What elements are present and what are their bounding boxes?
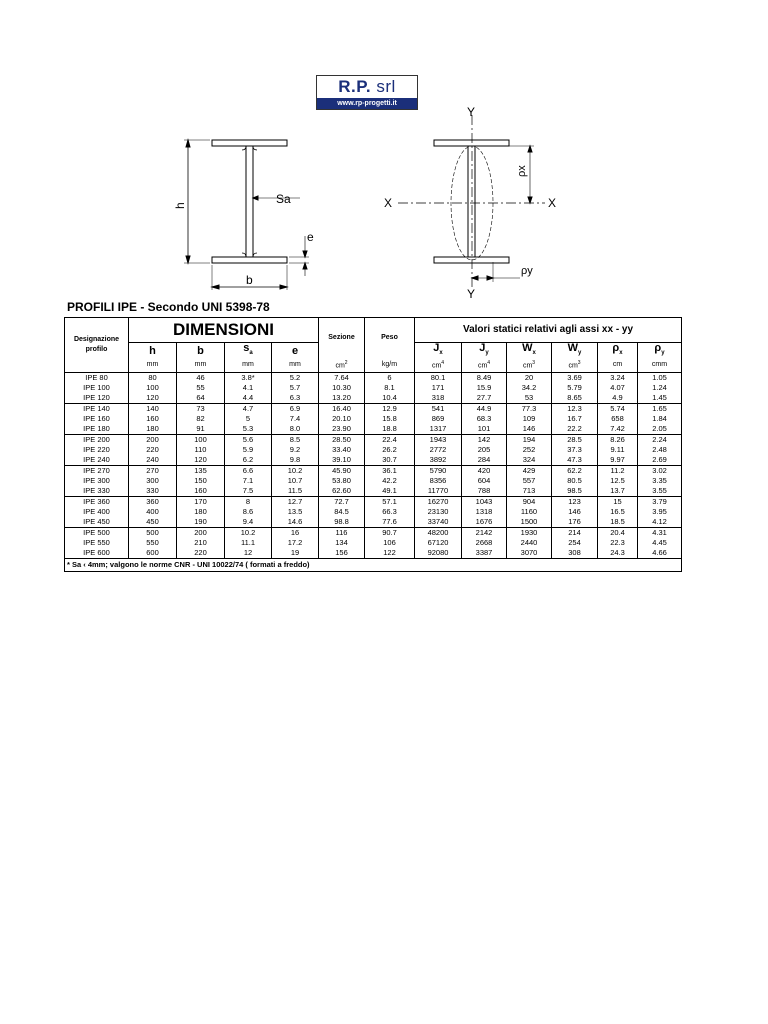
value-cell: 6 <box>365 372 415 383</box>
value-cell: 22.2 <box>552 424 598 435</box>
label-sa: Sa <box>276 192 291 206</box>
value-cell: 8.0 <box>272 424 319 435</box>
profile-name-cell: IPE 400 <box>65 507 129 517</box>
value-cell: 82 <box>177 414 225 424</box>
header-sa: $s_a$ <box>225 343 272 359</box>
value-cell: 90.7 <box>365 527 415 538</box>
profile-name-cell: IPE 160 <box>65 414 129 424</box>
header-wy: $W_y$ <box>552 343 598 359</box>
value-cell: 11.1 <box>225 538 272 548</box>
value-cell: 80.1 <box>415 372 462 383</box>
value-cell: 3.8* <box>225 372 272 383</box>
value-cell: 541 <box>415 403 462 414</box>
value-cell: 12.3 <box>552 403 598 414</box>
value-cell: 180 <box>129 424 177 435</box>
value-cell: 13.20 <box>319 393 365 404</box>
value-cell: 8.1 <box>365 383 415 393</box>
value-cell: 8.26 <box>598 434 638 445</box>
header-b: b <box>177 343 225 359</box>
value-cell: 171 <box>415 383 462 393</box>
ipe-profile-dimensions-drawing <box>184 140 309 290</box>
value-cell: 3.55 <box>638 486 682 497</box>
value-cell: 18.5 <box>598 517 638 528</box>
value-cell: 27.7 <box>462 393 507 404</box>
value-cell: 1.84 <box>638 414 682 424</box>
table-row <box>65 372 682 383</box>
value-cell: 2.48 <box>638 445 682 455</box>
value-cell: 3.24 <box>598 372 638 383</box>
value-cell: 160 <box>177 486 225 497</box>
value-cell: 77.3 <box>507 403 552 414</box>
value-cell: 122 <box>365 548 415 559</box>
value-cell: 3892 <box>415 455 462 466</box>
value-cell: 270 <box>129 465 177 476</box>
value-cell: 1318 <box>462 507 507 517</box>
value-cell: 23.90 <box>319 424 365 435</box>
value-cell: 1317 <box>415 424 462 435</box>
table-row <box>65 414 682 424</box>
value-cell: 9.97 <box>598 455 638 466</box>
value-cell: 194 <box>507 434 552 445</box>
value-cell: 2142 <box>462 527 507 538</box>
value-cell: 10.2 <box>272 465 319 476</box>
value-cell: 67120 <box>415 538 462 548</box>
value-cell: 450 <box>129 517 177 528</box>
value-cell: 98.8 <box>319 517 365 528</box>
table-row <box>65 507 682 517</box>
value-cell: 400 <box>129 507 177 517</box>
value-cell: 300 <box>129 476 177 486</box>
header-rho-x: $\rho_x$ <box>598 343 638 359</box>
value-cell: 80.5 <box>552 476 598 486</box>
value-cell: 904 <box>507 496 552 507</box>
unit-rho-x: cm <box>598 358 638 372</box>
value-cell: 135 <box>177 465 225 476</box>
value-cell: 9.8 <box>272 455 319 466</box>
table-row <box>65 465 682 476</box>
header-sezione: Sezione <box>319 318 365 359</box>
profile-name-cell: IPE 120 <box>65 393 129 404</box>
value-cell: 16.7 <box>552 414 598 424</box>
value-cell: 604 <box>462 476 507 486</box>
value-cell: 16.40 <box>319 403 365 414</box>
value-cell: 15.9 <box>462 383 507 393</box>
value-cell: 1930 <box>507 527 552 538</box>
value-cell: 869 <box>415 414 462 424</box>
unit-rho-y: cmm <box>638 358 682 372</box>
value-cell: 16270 <box>415 496 462 507</box>
value-cell: 429 <box>507 465 552 476</box>
value-cell: 66.3 <box>365 507 415 517</box>
value-cell: 10.30 <box>319 383 365 393</box>
value-cell: 142 <box>462 434 507 445</box>
value-cell: 23130 <box>415 507 462 517</box>
value-cell: 123 <box>552 496 598 507</box>
value-cell: 8 <box>225 496 272 507</box>
value-cell: 72.7 <box>319 496 365 507</box>
value-cell: 8.5 <box>272 434 319 445</box>
value-cell: 10.7 <box>272 476 319 486</box>
value-cell: 205 <box>462 445 507 455</box>
value-cell: 100 <box>129 383 177 393</box>
value-cell: 2.69 <box>638 455 682 466</box>
value-cell: 6.3 <box>272 393 319 404</box>
table-row <box>65 527 682 538</box>
value-cell: 53.80 <box>319 476 365 486</box>
value-cell: 3070 <box>507 548 552 559</box>
value-cell: 62.2 <box>552 465 598 476</box>
unit-wy: $cm^3$ <box>552 358 598 372</box>
value-cell: 5.2 <box>272 372 319 383</box>
value-cell: 10.4 <box>365 393 415 404</box>
unit-jx: $cm^4$ <box>415 358 462 372</box>
value-cell: 5.3 <box>225 424 272 435</box>
value-cell: 17.2 <box>272 538 319 548</box>
value-cell: 713 <box>507 486 552 497</box>
value-cell: 2.24 <box>638 434 682 445</box>
unit-jy: $cm^4$ <box>462 358 507 372</box>
value-cell: 6.6 <box>225 465 272 476</box>
value-cell: 22.3 <box>598 538 638 548</box>
value-cell: 9.2 <box>272 445 319 455</box>
value-cell: 146 <box>552 507 598 517</box>
value-cell: 45.90 <box>319 465 365 476</box>
value-cell: 8.65 <box>552 393 598 404</box>
value-cell: 109 <box>507 414 552 424</box>
header-rho-y: $\rho_y$ <box>638 343 682 359</box>
value-cell: 7.5 <box>225 486 272 497</box>
value-cell: 20.4 <box>598 527 638 538</box>
value-cell: 80 <box>129 372 177 383</box>
label-x-right: X <box>548 196 557 210</box>
value-cell: 324 <box>507 455 552 466</box>
value-cell: 420 <box>462 465 507 476</box>
value-cell: 7.4 <box>272 414 319 424</box>
logo-brand: R.P. srl <box>338 77 396 96</box>
value-cell: 788 <box>462 486 507 497</box>
value-cell: 11770 <box>415 486 462 497</box>
value-cell: 176 <box>552 517 598 528</box>
value-cell: 26.2 <box>365 445 415 455</box>
value-cell: 1.24 <box>638 383 682 393</box>
value-cell: 73 <box>177 403 225 414</box>
value-cell: 308 <box>552 548 598 559</box>
value-cell: 7.1 <box>225 476 272 486</box>
value-cell: 4.1 <box>225 383 272 393</box>
table-row <box>65 383 682 393</box>
value-cell: 1.65 <box>638 403 682 414</box>
value-cell: 84.5 <box>319 507 365 517</box>
value-cell: 14.6 <box>272 517 319 528</box>
value-cell: 330 <box>129 486 177 497</box>
header-jx: $J_x$ <box>415 343 462 359</box>
header-h: h <box>129 343 177 359</box>
profile-name-cell: IPE 180 <box>65 424 129 435</box>
value-cell: 48200 <box>415 527 462 538</box>
value-cell: 28.50 <box>319 434 365 445</box>
value-cell: 20 <box>507 372 552 383</box>
value-cell: 34.2 <box>507 383 552 393</box>
value-cell: 1676 <box>462 517 507 528</box>
header-wx: $W_x$ <box>507 343 552 359</box>
profile-name-cell: IPE 600 <box>65 548 129 559</box>
value-cell: 214 <box>552 527 598 538</box>
value-cell: 500 <box>129 527 177 538</box>
value-cell: 42.2 <box>365 476 415 486</box>
table-row <box>65 476 682 486</box>
table-row <box>65 486 682 497</box>
value-cell: 100 <box>177 434 225 445</box>
profile-name-cell: IPE 80 <box>65 372 129 383</box>
value-cell: 4.9 <box>598 393 638 404</box>
value-cell: 8.49 <box>462 372 507 383</box>
unit-peso: kg/m <box>365 358 415 372</box>
table-row <box>65 403 682 414</box>
value-cell: 220 <box>177 548 225 559</box>
value-cell: 2772 <box>415 445 462 455</box>
value-cell: 3387 <box>462 548 507 559</box>
value-cell: 106 <box>365 538 415 548</box>
value-cell: 160 <box>129 414 177 424</box>
value-cell: 6.2 <box>225 455 272 466</box>
value-cell: 170 <box>177 496 225 507</box>
value-cell: 33740 <box>415 517 462 528</box>
value-cell: 10.2 <box>225 527 272 538</box>
value-cell: 16 <box>272 527 319 538</box>
value-cell: 4.31 <box>638 527 682 538</box>
value-cell: 12 <box>225 548 272 559</box>
profile-name-cell: IPE 100 <box>65 383 129 393</box>
value-cell: 36.1 <box>365 465 415 476</box>
value-cell: 220 <box>129 445 177 455</box>
value-cell: 11.2 <box>598 465 638 476</box>
value-cell: 16.5 <box>598 507 638 517</box>
profile-name-cell: IPE 270 <box>65 465 129 476</box>
value-cell: 1500 <box>507 517 552 528</box>
logo-url: www.rp-progetti.it <box>317 98 417 109</box>
value-cell: 11.5 <box>272 486 319 497</box>
value-cell: 77.6 <box>365 517 415 528</box>
value-cell: 318 <box>415 393 462 404</box>
value-cell: 101 <box>462 424 507 435</box>
value-cell: 4.66 <box>638 548 682 559</box>
value-cell: 200 <box>129 434 177 445</box>
value-cell: 284 <box>462 455 507 466</box>
value-cell: 134 <box>319 538 365 548</box>
value-cell: 22.4 <box>365 434 415 445</box>
value-cell: 8.6 <box>225 507 272 517</box>
value-cell: 68.3 <box>462 414 507 424</box>
ipe-profile-axes-drawing <box>398 115 545 290</box>
header-dimensioni: DIMENSIONI <box>129 318 319 343</box>
value-cell: 9.11 <box>598 445 638 455</box>
profile-name-cell: IPE 450 <box>65 517 129 528</box>
value-cell: 1.45 <box>638 393 682 404</box>
unit-sa: mm <box>225 358 272 372</box>
table-row <box>65 393 682 404</box>
value-cell: 600 <box>129 548 177 559</box>
label-b: b <box>246 273 253 287</box>
value-cell: 44.9 <box>462 403 507 414</box>
ipe-profiles-table <box>64 317 682 572</box>
value-cell: 240 <box>129 455 177 466</box>
label-rho-y: ρy <box>521 265 533 277</box>
value-cell: 180 <box>177 507 225 517</box>
profile-name-cell: IPE 300 <box>65 476 129 486</box>
value-cell: 13.5 <box>272 507 319 517</box>
value-cell: 46 <box>177 372 225 383</box>
value-cell: 18.8 <box>365 424 415 435</box>
label-y-bottom: Y <box>467 287 476 300</box>
value-cell: 254 <box>552 538 598 548</box>
value-cell: 19 <box>272 548 319 559</box>
value-cell: 120 <box>129 393 177 404</box>
table-row <box>65 517 682 528</box>
value-cell: 91 <box>177 424 225 435</box>
value-cell: 3.69 <box>552 372 598 383</box>
value-cell: 15 <box>598 496 638 507</box>
value-cell: 62.60 <box>319 486 365 497</box>
value-cell: 4.4 <box>225 393 272 404</box>
value-cell: 12.9 <box>365 403 415 414</box>
value-cell: 47.3 <box>552 455 598 466</box>
value-cell: 2668 <box>462 538 507 548</box>
value-cell: 1.05 <box>638 372 682 383</box>
value-cell: 5.6 <box>225 434 272 445</box>
value-cell: 57.1 <box>365 496 415 507</box>
value-cell: 53 <box>507 393 552 404</box>
value-cell: 1160 <box>507 507 552 517</box>
ipe-section-drawings <box>0 0 768 300</box>
label-e: e <box>307 230 314 244</box>
value-cell: 557 <box>507 476 552 486</box>
value-cell: 200 <box>177 527 225 538</box>
value-cell: 7.42 <box>598 424 638 435</box>
table-row <box>65 496 682 507</box>
table-row <box>65 455 682 466</box>
table-row <box>65 424 682 435</box>
value-cell: 150 <box>177 476 225 486</box>
value-cell: 13.7 <box>598 486 638 497</box>
value-cell: 2.05 <box>638 424 682 435</box>
header-designazione: Designazione profilo <box>65 318 129 373</box>
label-y-top: Y <box>467 105 476 119</box>
header-peso: Peso <box>365 318 415 359</box>
value-cell: 30.7 <box>365 455 415 466</box>
value-cell: 6.9 <box>272 403 319 414</box>
value-cell: 37.3 <box>552 445 598 455</box>
value-cell: 28.5 <box>552 434 598 445</box>
profile-name-cell: IPE 200 <box>65 434 129 445</box>
value-cell: 20.10 <box>319 414 365 424</box>
unit-sezione: $cm^2$ <box>319 358 365 372</box>
profile-name-cell: IPE 500 <box>65 527 129 538</box>
value-cell: 210 <box>177 538 225 548</box>
value-cell: 4.07 <box>598 383 638 393</box>
value-cell: 5790 <box>415 465 462 476</box>
value-cell: 4.45 <box>638 538 682 548</box>
value-cell: 3.02 <box>638 465 682 476</box>
value-cell: 116 <box>319 527 365 538</box>
profile-name-cell: IPE 550 <box>65 538 129 548</box>
profile-name-cell: IPE 220 <box>65 445 129 455</box>
label-rho-x: ρx <box>516 165 528 177</box>
header-valori-statici: Valori statici relativi agli assi xx - yy <box>415 318 682 343</box>
value-cell: 110 <box>177 445 225 455</box>
value-cell: 3.79 <box>638 496 682 507</box>
value-cell: 8356 <box>415 476 462 486</box>
table-footnote: * Sa ‹ 4mm; valgono le norme CNR - UNI 10022/74 ( formati a freddo) <box>65 558 682 571</box>
value-cell: 360 <box>129 496 177 507</box>
value-cell: 550 <box>129 538 177 548</box>
value-cell: 5 <box>225 414 272 424</box>
value-cell: 190 <box>177 517 225 528</box>
unit-b: mm <box>177 358 225 372</box>
value-cell: 92080 <box>415 548 462 559</box>
value-cell: 3.95 <box>638 507 682 517</box>
table-title: PROFILI IPE - Secondo UNI 5398-78 <box>67 300 270 314</box>
value-cell: 120 <box>177 455 225 466</box>
value-cell: 98.5 <box>552 486 598 497</box>
value-cell: 5.79 <box>552 383 598 393</box>
table-row <box>65 538 682 548</box>
value-cell: 9.4 <box>225 517 272 528</box>
unit-wx: $cm^3$ <box>507 358 552 372</box>
value-cell: 55 <box>177 383 225 393</box>
value-cell: 12.5 <box>598 476 638 486</box>
value-cell: 7.64 <box>319 372 365 383</box>
table-row <box>65 548 682 559</box>
table-row <box>65 445 682 455</box>
value-cell: 2440 <box>507 538 552 548</box>
value-cell: 3.35 <box>638 476 682 486</box>
profile-name-cell: IPE 140 <box>65 403 129 414</box>
value-cell: 15.8 <box>365 414 415 424</box>
value-cell: 4.7 <box>225 403 272 414</box>
label-h: h <box>173 202 187 209</box>
value-cell: 5.7 <box>272 383 319 393</box>
value-cell: 24.3 <box>598 548 638 559</box>
profile-name-cell: IPE 360 <box>65 496 129 507</box>
value-cell: 39.10 <box>319 455 365 466</box>
value-cell: 5.9 <box>225 445 272 455</box>
profile-name-cell: IPE 330 <box>65 486 129 497</box>
value-cell: 658 <box>598 414 638 424</box>
value-cell: 140 <box>129 403 177 414</box>
label-x-left: X <box>384 196 393 210</box>
value-cell: 146 <box>507 424 552 435</box>
value-cell: 12.7 <box>272 496 319 507</box>
unit-h: mm <box>129 358 177 372</box>
table-row <box>65 434 682 445</box>
value-cell: 1943 <box>415 434 462 445</box>
value-cell: 49.1 <box>365 486 415 497</box>
value-cell: 33.40 <box>319 445 365 455</box>
value-cell: 156 <box>319 548 365 559</box>
value-cell: 252 <box>507 445 552 455</box>
value-cell: 64 <box>177 393 225 404</box>
profile-name-cell: IPE 240 <box>65 455 129 466</box>
unit-e: mm <box>272 358 319 372</box>
value-cell: 4.12 <box>638 517 682 528</box>
value-cell: 5.74 <box>598 403 638 414</box>
header-e: e <box>272 343 319 359</box>
header-jy: $J_y$ <box>462 343 507 359</box>
value-cell: 1043 <box>462 496 507 507</box>
